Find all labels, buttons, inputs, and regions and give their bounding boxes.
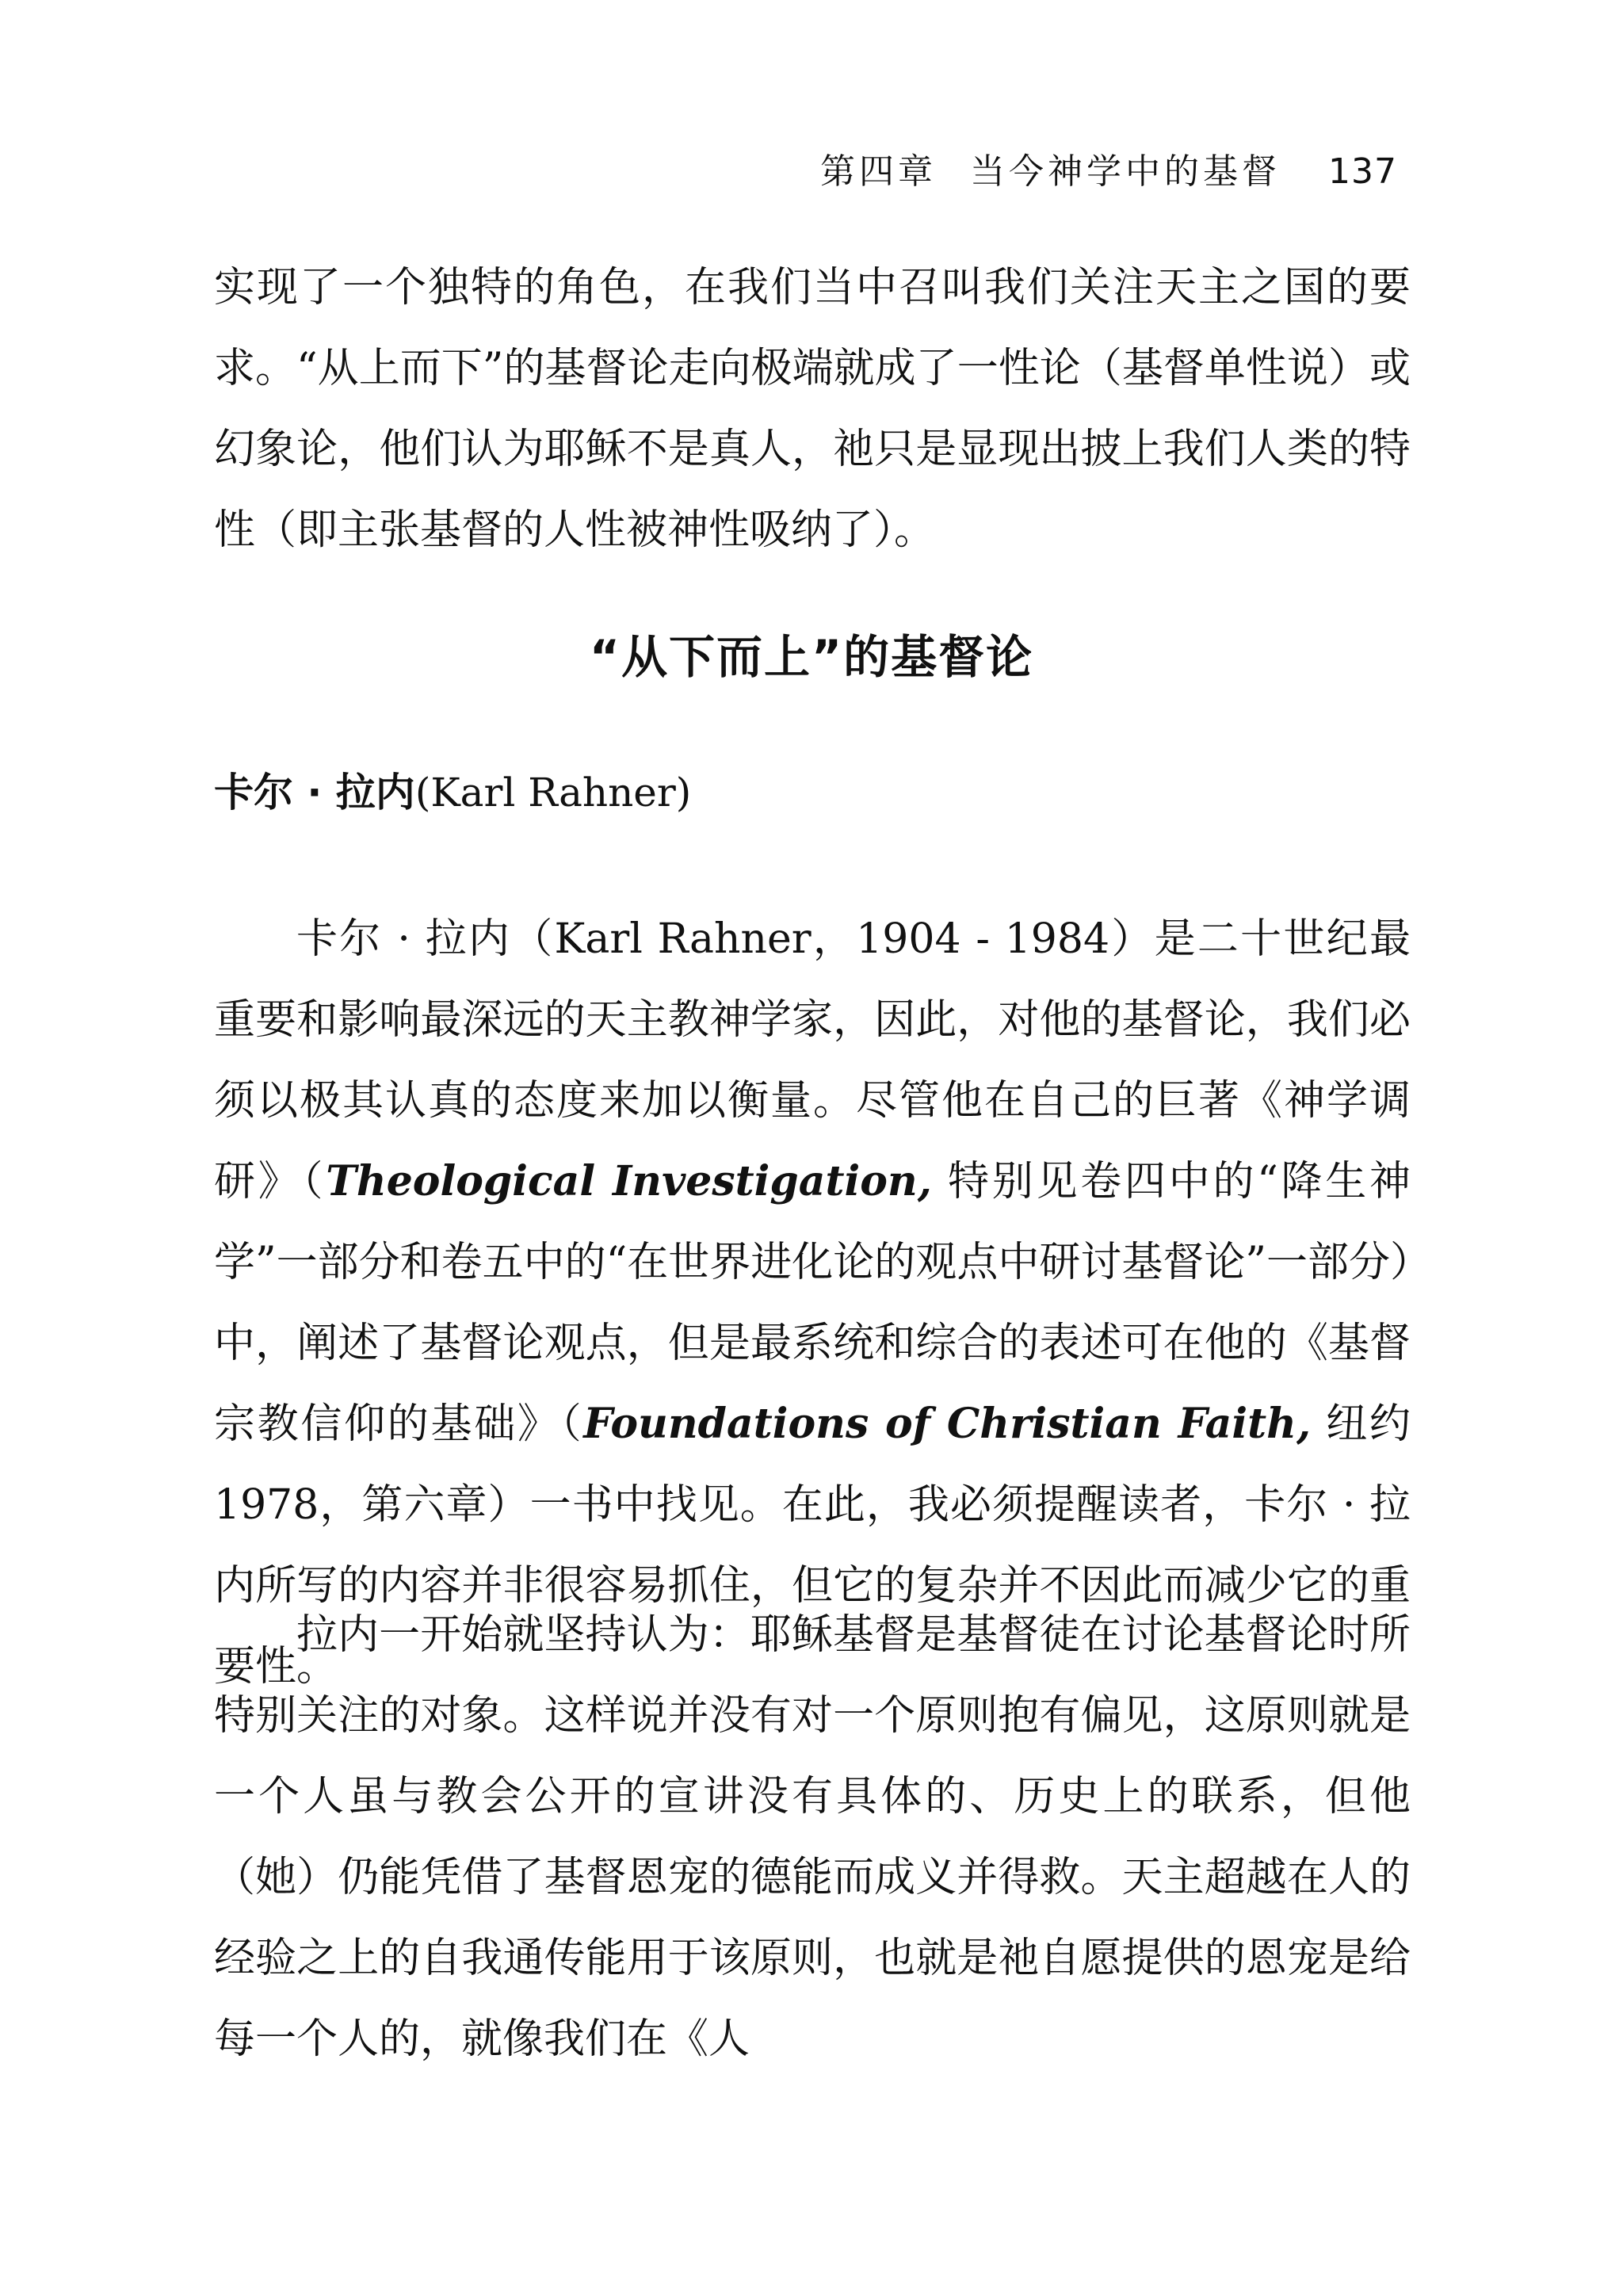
running-head: [820, 143, 1397, 193]
subsection-title: [214, 761, 691, 818]
paragraph-text: 卡尔 · 拉内（Karl Rahner，1904 - 1984）是二十世纪最重要和影响最深远的天主教神学家，因此，对他的基督论，我们必须以极其认真的态度来加以衡量。尽管他在自己的巨著《神学调研》（: [214, 915, 1411, 1205]
running-head-title: 当今神学中的基督: [970, 151, 1281, 192]
page-number: 137: [1328, 151, 1397, 192]
subsection-title-chinese: 卡尔 · 拉内: [214, 770, 415, 816]
section-title: “从下而上”的基督论: [589, 630, 1034, 684]
paragraph-rahner-thesis: 拉内一开始就坚持认为：耶稣基督是基督徒在讨论基督论时所特别关注的对象。这样说并没有对一个原则抱有偏见，这原则就是一个人虽与教会公开的宣讲没有具体的、历史上的联系，但他（她）仍能凭借了基督恩宠的德能而成义并得救。天主超越在人的经验之上的自我通传能用于该原则，也就是祂自愿提供的恩宠是给每一个人的，就像我们在《人: [214, 1611, 1411, 2063]
book-title-english: Foundations of Christian Faith,: [583, 1400, 1312, 1448]
paragraph-rahner-intro: [214, 899, 1411, 1707]
subsection-title-english: (Karl Rahner): [414, 770, 692, 816]
book-title-english: Theological Investigation,: [326, 1157, 932, 1205]
paragraph-text: 特别见卷四中的“降生神学”一部分和卷五中的“在世界进化论的观点中研讨基督论”一部分）中，阐述了基督论观点，但是最系统和综合的表述可在他的《基督宗教信仰的基础》（: [214, 1158, 1411, 1448]
paragraph-text: 纽约 1978，第六章）一书中找见。在此，我必须提醒读者，卡尔 · 拉内所写的内容并非很容易抓住，但它的复杂并不因此而减少它的重要性。: [214, 1400, 1411, 1690]
paragraph-continued: 实现了一个独特的角色，在我们当中召叫我们关注天主之国的要求。“从上而下”的基督论走向极端就成了一性论（基督单性说）或幻象论，他们认为耶稣不是真人，祂只是显现出披上我们人类的特性（即主张基督的人性被神性吸纳了）。: [214, 264, 1411, 554]
running-head-chapter: 第四章: [820, 151, 938, 192]
